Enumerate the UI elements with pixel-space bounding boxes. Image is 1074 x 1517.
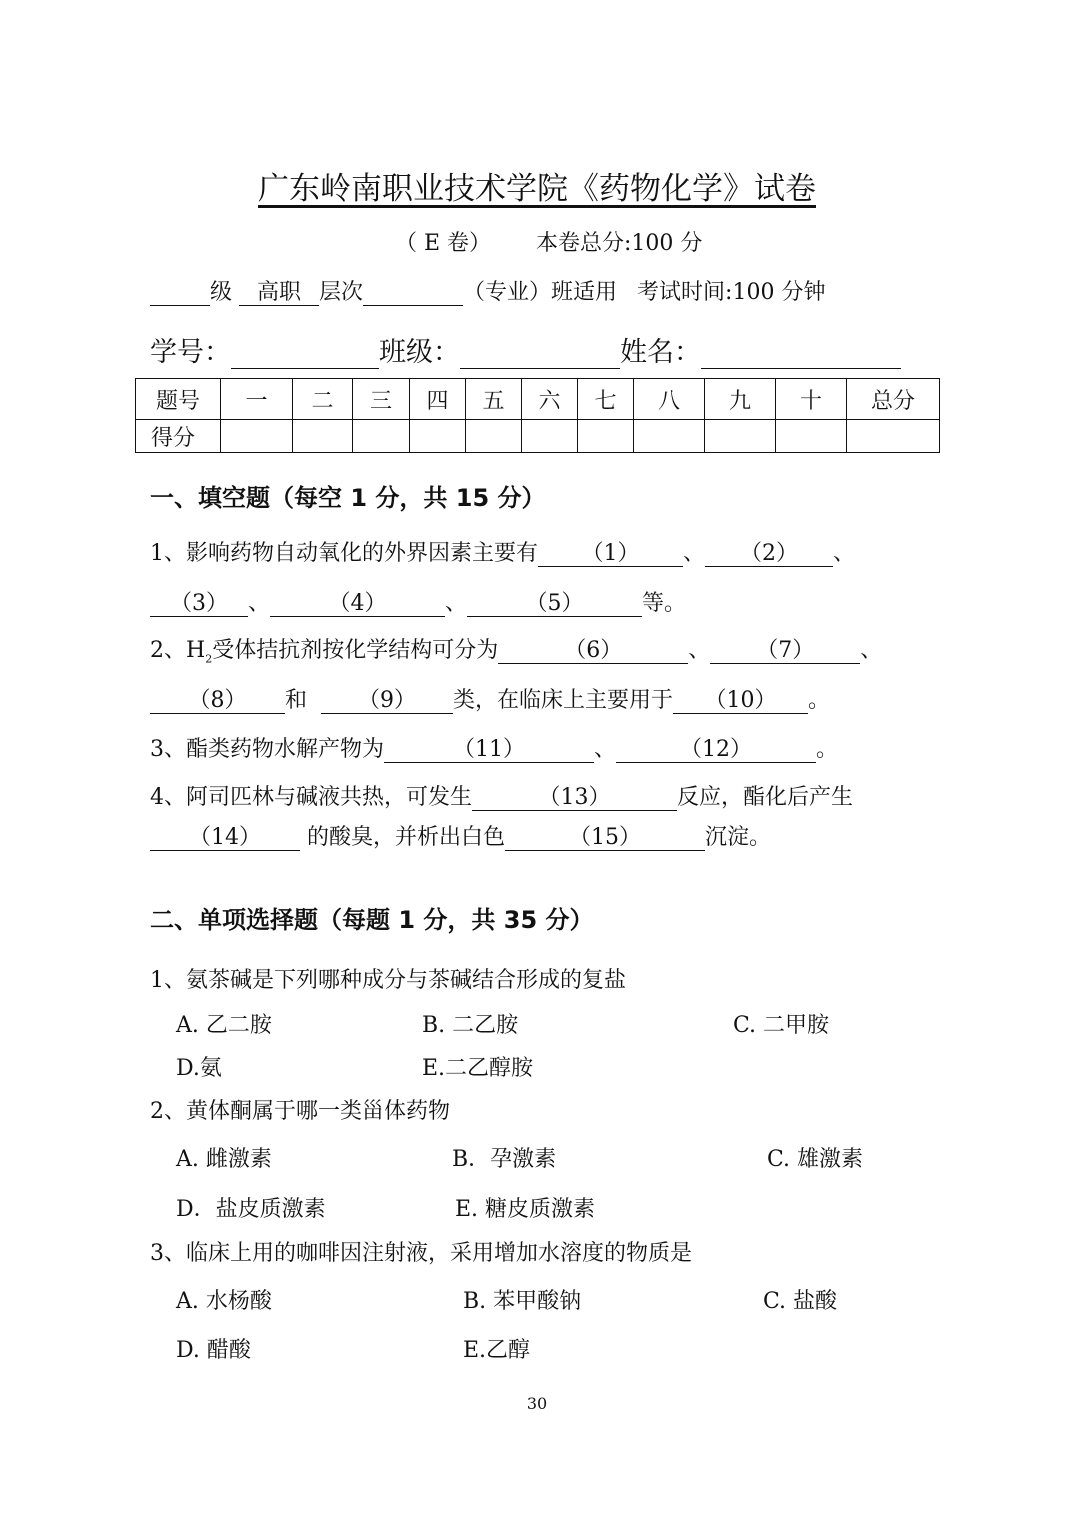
q2-text: 受体拮抗剂按化学结构可分为 [212,638,499,663]
blank-11: （11） [384,737,594,763]
sep: 、 [445,591,468,616]
q2-subscript: 2 [205,652,213,666]
student-info-line [150,330,901,369]
score-cell[interactable] [634,420,705,453]
mcq3-stem: 3、临床上用的咖啡因注射液，采用增加水溶度的物质是 [150,1241,692,1266]
score-row [136,420,940,453]
section1-title: 一、填空题（每空 1 分，共 15 分） [150,484,546,512]
mcq1-option-d[interactable]: D.氨 [176,1056,222,1081]
mcq3-option-b[interactable]: B. 苯甲酸钠 [463,1289,582,1314]
student-id-label: 学号： [150,337,231,368]
tier-label: 层次 [319,280,364,305]
q2-prefix: 2、H [150,638,206,663]
name-label: 姓名： [620,337,701,368]
score-table [135,378,940,453]
blank-5: （5） [467,591,642,617]
sep: 、 [833,541,856,566]
q1-end: 等。 [642,591,687,616]
page-number: 30 [526,1394,548,1413]
score-cell[interactable] [776,420,847,453]
q3-text: 3、酯类药物水解产物为 [150,737,384,762]
page-title: 广东岭南职业技术学院《药物化学》试卷 [258,171,816,207]
header-cell: 十 [776,379,847,420]
q4-text: 4、阿司匹林与碱液共热，可发生 [150,785,472,810]
q2-end: 。 [808,688,831,713]
header-cell: 九 [705,379,776,420]
mcq2-option-a[interactable]: A. 雌激素 [176,1147,272,1172]
fill-q2-line2 [150,683,830,714]
mcq1-stem: 1、氨茶碱是下列哪种成分与茶碱结合形成的复盐 [150,968,626,993]
score-cell[interactable] [466,420,522,453]
level-value: 高职 [239,280,319,306]
level-label: 级 [210,280,233,305]
header-cell: 六 [522,379,578,420]
blank-14: （14） [150,825,300,851]
section2-title: 二、单项选择题（每题 1 分，共 35 分） [150,906,594,934]
mcq1-option-b[interactable]: B. 二乙胺 [422,1013,519,1038]
mcq3-option-a[interactable]: A. 水杨酸 [176,1289,272,1314]
blank-8: （8） [150,688,285,714]
blank-7: （7） [710,638,860,664]
score-cell[interactable] [410,420,466,453]
grade-blank [150,280,210,306]
class-blank[interactable] [460,337,620,369]
mcq2-option-c[interactable]: C. 雄激素 [767,1147,864,1172]
mcq2-stem: 2、黄体酮属于哪一类甾体药物 [150,1099,450,1124]
score-cell[interactable] [705,420,776,453]
major-label: （专业）班适用 [463,280,618,305]
exam-paper: （ E 卷） [395,231,492,256]
class-label: 班级： [379,337,460,368]
mcq2-option-b[interactable]: B．孕激素 [452,1147,557,1172]
mcq2-option-e[interactable]: E. 糖皮质激素 [455,1197,596,1222]
header-cell: 三 [353,379,410,420]
q4-mid2: 的酸臭，并析出白色 [307,825,506,850]
q2-and: 和 [285,688,308,713]
header-cell: 八 [634,379,705,420]
sep: 、 [688,638,711,663]
mcq1-option-c[interactable]: C. 二甲胺 [733,1013,830,1038]
score-header-row [136,379,940,420]
blank-6: （6） [498,638,688,664]
blank-4: （4） [270,591,445,617]
blank-3: （3） [150,591,248,617]
mcq3-option-e[interactable]: E.乙醇 [463,1338,531,1363]
exam-total: 本卷总分:100 分 [536,231,703,256]
score-cell[interactable] [847,420,940,453]
q2-mid: 类，在临床上主要用于 [453,688,674,713]
score-cell[interactable] [522,420,578,453]
header-cell: 四 [410,379,466,420]
sep: 、 [860,638,883,663]
score-row-label: 得分 [136,420,221,453]
class-info-line [150,275,825,306]
blank-9: （9） [321,688,453,714]
fill-q4-line1 [150,780,853,811]
q3-end: 。 [816,737,839,762]
blank-10: （10） [673,688,808,714]
fill-q1-line2 [150,586,686,617]
score-cell[interactable] [353,420,410,453]
header-cell: 总分 [847,379,940,420]
header-cell: 七 [578,379,634,420]
mcq3-option-d[interactable]: D. 醋酸 [176,1338,251,1363]
sep: 、 [683,541,706,566]
q4-mid: 反应，酯化后产生 [677,785,854,810]
header-cell: 五 [466,379,522,420]
name-blank[interactable] [701,337,901,369]
sep: 、 [594,737,617,762]
mcq1-option-a[interactable]: A. 乙二胺 [176,1013,272,1038]
header-cell: 一 [221,379,293,420]
mcq3-option-c[interactable]: C. 盐酸 [763,1289,838,1314]
blank-15: （15） [505,825,705,851]
header-cell: 二 [293,379,353,420]
major-blank [363,280,463,306]
score-cell[interactable] [578,420,634,453]
mcq2-option-d[interactable]: D．盐皮质激素 [176,1197,326,1222]
blank-1: （1） [538,541,683,567]
fill-q4-line2 [150,820,771,851]
exam-time: 考试时间:100 分钟 [637,280,826,305]
mcq1-option-e[interactable]: E.二乙醇胺 [422,1056,534,1081]
blank-2: （2） [705,541,833,567]
blank-12: （12） [616,737,816,763]
q1-text: 1、影响药物自动氧化的外界因素主要有 [150,541,538,566]
fill-q2-line1 [150,633,882,665]
q4-end: 沉淀。 [705,825,772,850]
blank-13: （13） [472,785,677,811]
student-id-blank[interactable] [231,337,379,369]
sep: 、 [248,591,271,616]
score-cell[interactable] [293,420,353,453]
score-cell[interactable] [221,420,293,453]
fill-q1-line1 [150,536,855,567]
header-cell: 题号 [136,379,221,420]
fill-q3 [150,732,838,763]
